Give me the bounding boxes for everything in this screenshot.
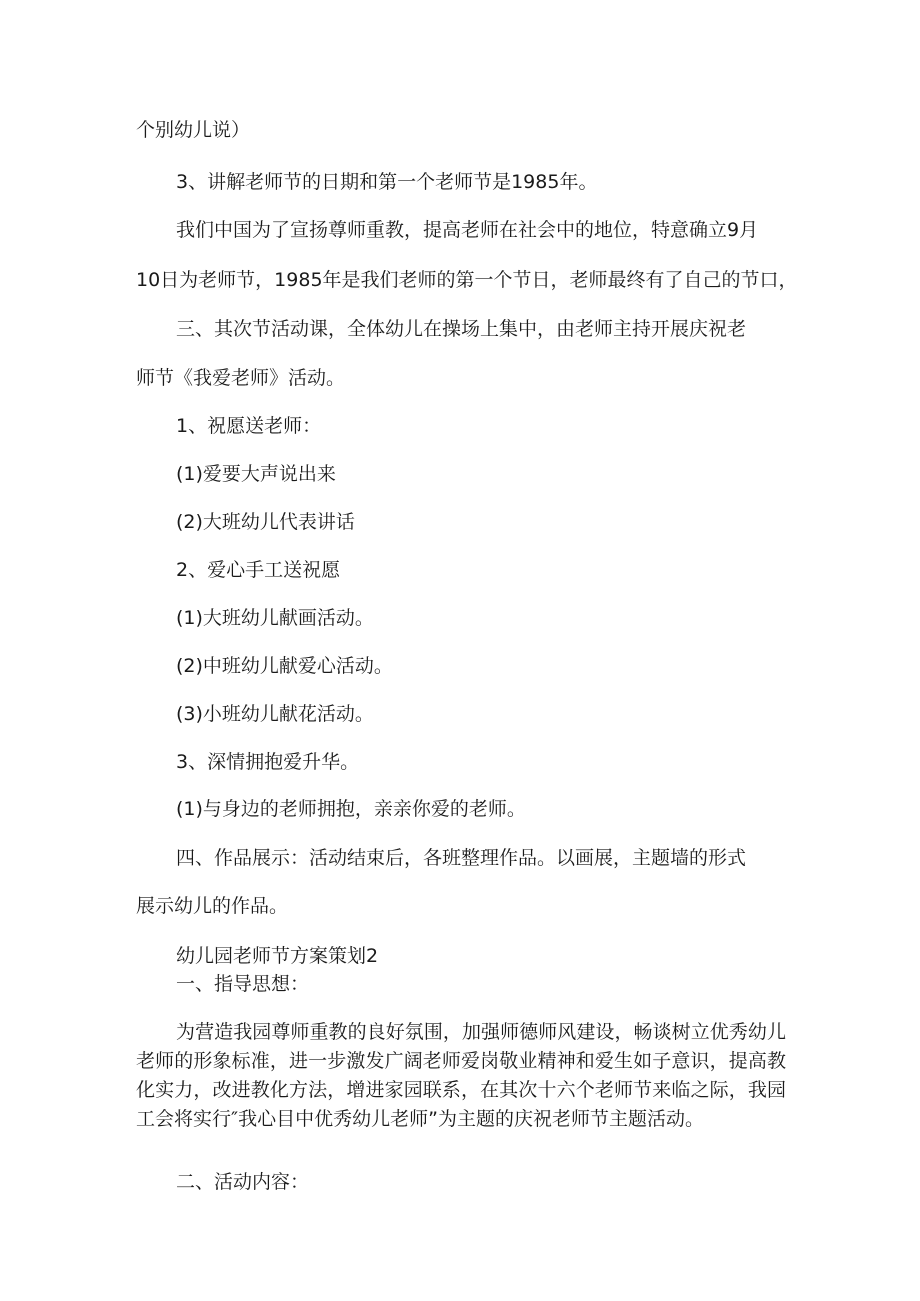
section-heading: 二、活动内容： <box>176 1171 310 1193</box>
text-line: 3、讲解老师节的日期和第一个老师节是1985年。 <box>176 171 598 193</box>
text-line: 展示幼儿的作品。 <box>136 895 289 917</box>
paragraph-block <box>136 1018 786 1134</box>
text-line: (3)小班幼儿献花活动。 <box>176 703 374 725</box>
text-line: 师节《我爱老师》活动。 <box>136 367 346 389</box>
section-heading: 一、指导思想： <box>176 973 310 995</box>
text-line: (1)大班幼儿献画活动。 <box>176 607 374 629</box>
text-line: 个别幼儿说） <box>136 119 251 141</box>
section-heading: 幼儿园老师节方案策划2 <box>176 945 379 967</box>
text-line: 2、爱心手工送祝愿 <box>176 559 341 581</box>
text-line: 三、其次节活动课，全体幼儿在操场上集中，由老师主持开展庆祝老 <box>176 318 747 340</box>
text-line: 我们中国为了宣扬尊师重教，提高老师在社会中的地位，特意确立9月 <box>176 219 759 241</box>
paragraph: 为营造我园尊师重教的良好氛围，加强师德师风建设，畅谈树立优秀幼儿老师的形象标准，进一步激发广阔老师爱岗敬业精神和爱生如子意识，提高教化实力，改进教化方法，增进家园联系，在其次十六个老师节来临之际，我园工会将实行″我心目中优秀幼儿老师”为主题的庆祝老师节主题活动。 <box>136 1021 786 1130</box>
text-line: (1)爱要大声说出来 <box>176 463 336 485</box>
text-line: (2)中班幼儿献爱心活动。 <box>176 655 393 677</box>
text-line: 10日为老师节，1985年是我们老师的第一个节日，老师最终有了自己的节口， <box>136 269 798 291</box>
text-line: (1)与身边的老师拥抱，亲亲你爱的老师。 <box>176 798 526 820</box>
text-line: 1、祝愿送老师： <box>176 415 322 437</box>
text-line: 3、深情拥抱爱升华。 <box>176 751 360 773</box>
text-line: (2)大班幼儿代表讲话 <box>176 511 355 533</box>
text-line: 四、作品展示：活动结束后，各班整理作品。以画展，主题墙的形式 <box>176 847 747 869</box>
